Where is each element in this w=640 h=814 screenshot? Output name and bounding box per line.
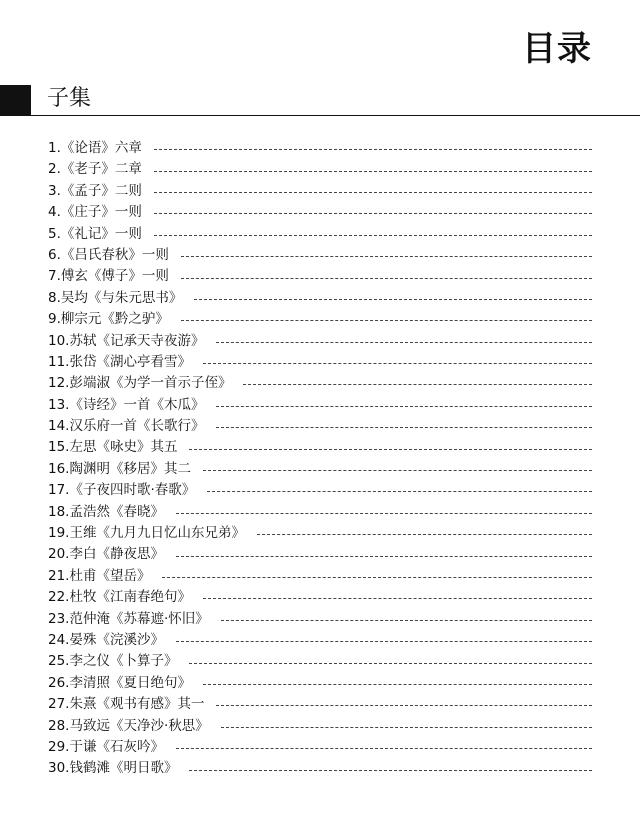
- toc-entry-title: 8.吴均《与朱元思书》: [48, 289, 183, 306]
- toc-entry[interactable]: [48, 416, 592, 437]
- toc-leader-dashes: [203, 598, 592, 599]
- toc-entry[interactable]: [48, 245, 592, 266]
- toc-entry[interactable]: [48, 630, 592, 651]
- section-title: 子集: [47, 86, 92, 111]
- toc-leader-dashes: [221, 620, 592, 621]
- toc-leader-dashes: [181, 278, 592, 279]
- toc-entry-title: 4.《庄子》一则: [48, 204, 142, 221]
- toc-leader-dashes: [181, 256, 592, 257]
- toc-entry-title: 26.李清照《夏日绝句》: [48, 674, 191, 691]
- toc-entry[interactable]: [48, 266, 592, 287]
- toc-entry[interactable]: [48, 737, 592, 758]
- toc-entry-title: 25.李之仪《卜算子》: [48, 653, 178, 670]
- toc-leader-dashes: [216, 406, 592, 407]
- toc-leader-dashes: [154, 171, 592, 172]
- toc-leader-dashes: [176, 748, 592, 749]
- toc-entry-title: 29.于谦《石灰吟》: [48, 738, 164, 755]
- toc-entry[interactable]: [48, 758, 592, 779]
- toc-entry[interactable]: [48, 566, 592, 587]
- toc-entry-title: 16.陶渊明《移居》其二: [48, 460, 191, 477]
- toc-entry[interactable]: [48, 609, 592, 630]
- toc-entry-title: 6.《吕氏春秋》一则: [48, 246, 169, 263]
- toc-entry[interactable]: [48, 373, 592, 394]
- toc-entry-title: 30.钱鹤滩《明日歌》: [48, 760, 178, 777]
- toc-entry[interactable]: [48, 673, 592, 694]
- toc-leader-dashes: [189, 449, 592, 450]
- toc-entry[interactable]: [48, 395, 592, 416]
- toc-leader-dashes: [216, 342, 592, 343]
- toc-entry-title: 5.《礼记》一则: [48, 225, 142, 242]
- toc-entry-title: 19.王维《九月九日忆山东兄弟》: [48, 525, 245, 542]
- toc-entry-title: 14.汉乐府一首《长歌行》: [48, 418, 205, 435]
- toc-leader-dashes: [162, 577, 592, 578]
- toc-list: [48, 138, 592, 780]
- toc-entry-title: 24.晏殊《浣溪沙》: [48, 631, 164, 648]
- toc-entry[interactable]: [48, 159, 592, 180]
- toc-entry[interactable]: [48, 716, 592, 737]
- toc-entry[interactable]: [48, 331, 592, 352]
- toc-entry-title: 15.左思《咏史》其五: [48, 439, 178, 456]
- page-heading: 目录: [522, 29, 592, 69]
- toc-entry-title: 12.彭端淑《为学一首示子侄》: [48, 375, 232, 392]
- toc-entry-title: 10.苏轼《记承天寺夜游》: [48, 332, 205, 349]
- toc-leader-dashes: [176, 513, 592, 514]
- toc-entry-title: 27.朱熹《观书有感》其一: [48, 696, 205, 713]
- toc-entry[interactable]: [48, 288, 592, 309]
- toc-leader-dashes: [181, 320, 592, 321]
- toc-leader-dashes: [154, 213, 592, 214]
- toc-entry-title: 9.柳宗元《黔之驴》: [48, 311, 169, 328]
- toc-leader-dashes: [216, 427, 592, 428]
- toc-entry[interactable]: [48, 437, 592, 458]
- toc-entry-title: 20.李白《静夜思》: [48, 546, 164, 563]
- section-header: [0, 85, 640, 116]
- toc-entry[interactable]: [48, 651, 592, 672]
- toc-entry[interactable]: [48, 587, 592, 608]
- toc-entry[interactable]: [48, 459, 592, 480]
- toc-entry[interactable]: [48, 181, 592, 202]
- toc-entry-title: 1.《论语》六章: [48, 140, 142, 156]
- toc-entry[interactable]: [48, 202, 592, 223]
- toc-leader-dashes: [216, 705, 592, 706]
- toc-leader-dashes: [154, 192, 592, 193]
- toc-leader-dashes: [189, 770, 592, 771]
- toc-entry-title: 11.张岱《湖心亭看雪》: [48, 353, 191, 370]
- toc-entry[interactable]: [48, 502, 592, 523]
- toc-leader-dashes: [257, 534, 592, 535]
- toc-leader-dashes: [207, 491, 592, 492]
- toc-entry[interactable]: [48, 352, 592, 373]
- toc-leader-dashes: [176, 641, 592, 642]
- toc-entry-title: 22.杜牧《江南春绝句》: [48, 589, 191, 606]
- toc-leader-dashes: [243, 384, 592, 385]
- toc-entry-title: 3.《孟子》二则: [48, 182, 142, 199]
- toc-entry-title: 2.《老子》二章: [48, 161, 142, 178]
- toc-leader-dashes: [154, 235, 592, 236]
- section-underline: [31, 115, 640, 117]
- toc-leader-dashes: [154, 149, 592, 150]
- toc-leader-dashes: [221, 727, 592, 728]
- toc-entry-title: 7.傅玄《傅子》一则: [48, 268, 169, 285]
- toc-entry-title: 13.《诗经》一首《木瓜》: [48, 396, 205, 413]
- toc-entry[interactable]: [48, 309, 592, 330]
- toc-entry-title: 18.孟浩然《春晓》: [48, 503, 164, 520]
- toc-entry-title: 21.杜甫《望岳》: [48, 567, 151, 584]
- toc-entry[interactable]: [48, 694, 592, 715]
- toc-entry[interactable]: [48, 138, 592, 159]
- toc-leader-dashes: [203, 684, 592, 685]
- toc-leader-dashes: [203, 363, 592, 364]
- toc-leader-dashes: [194, 299, 592, 300]
- toc-entry[interactable]: [48, 480, 592, 501]
- section-marker-block: [0, 85, 31, 116]
- toc-entry[interactable]: [48, 544, 592, 565]
- toc-leader-dashes: [189, 663, 592, 664]
- toc-leader-dashes: [203, 470, 592, 471]
- toc-entry-title: 23.范仲淹《苏幕遮·怀旧》: [48, 610, 209, 627]
- toc-entry-title: 28.马致远《天净沙·秋思》: [48, 717, 209, 734]
- toc-entry[interactable]: [48, 523, 592, 544]
- toc-entry[interactable]: [48, 224, 592, 245]
- toc-leader-dashes: [176, 556, 592, 557]
- toc-entry-title: 17.《子夜四时歌·春歌》: [48, 482, 196, 499]
